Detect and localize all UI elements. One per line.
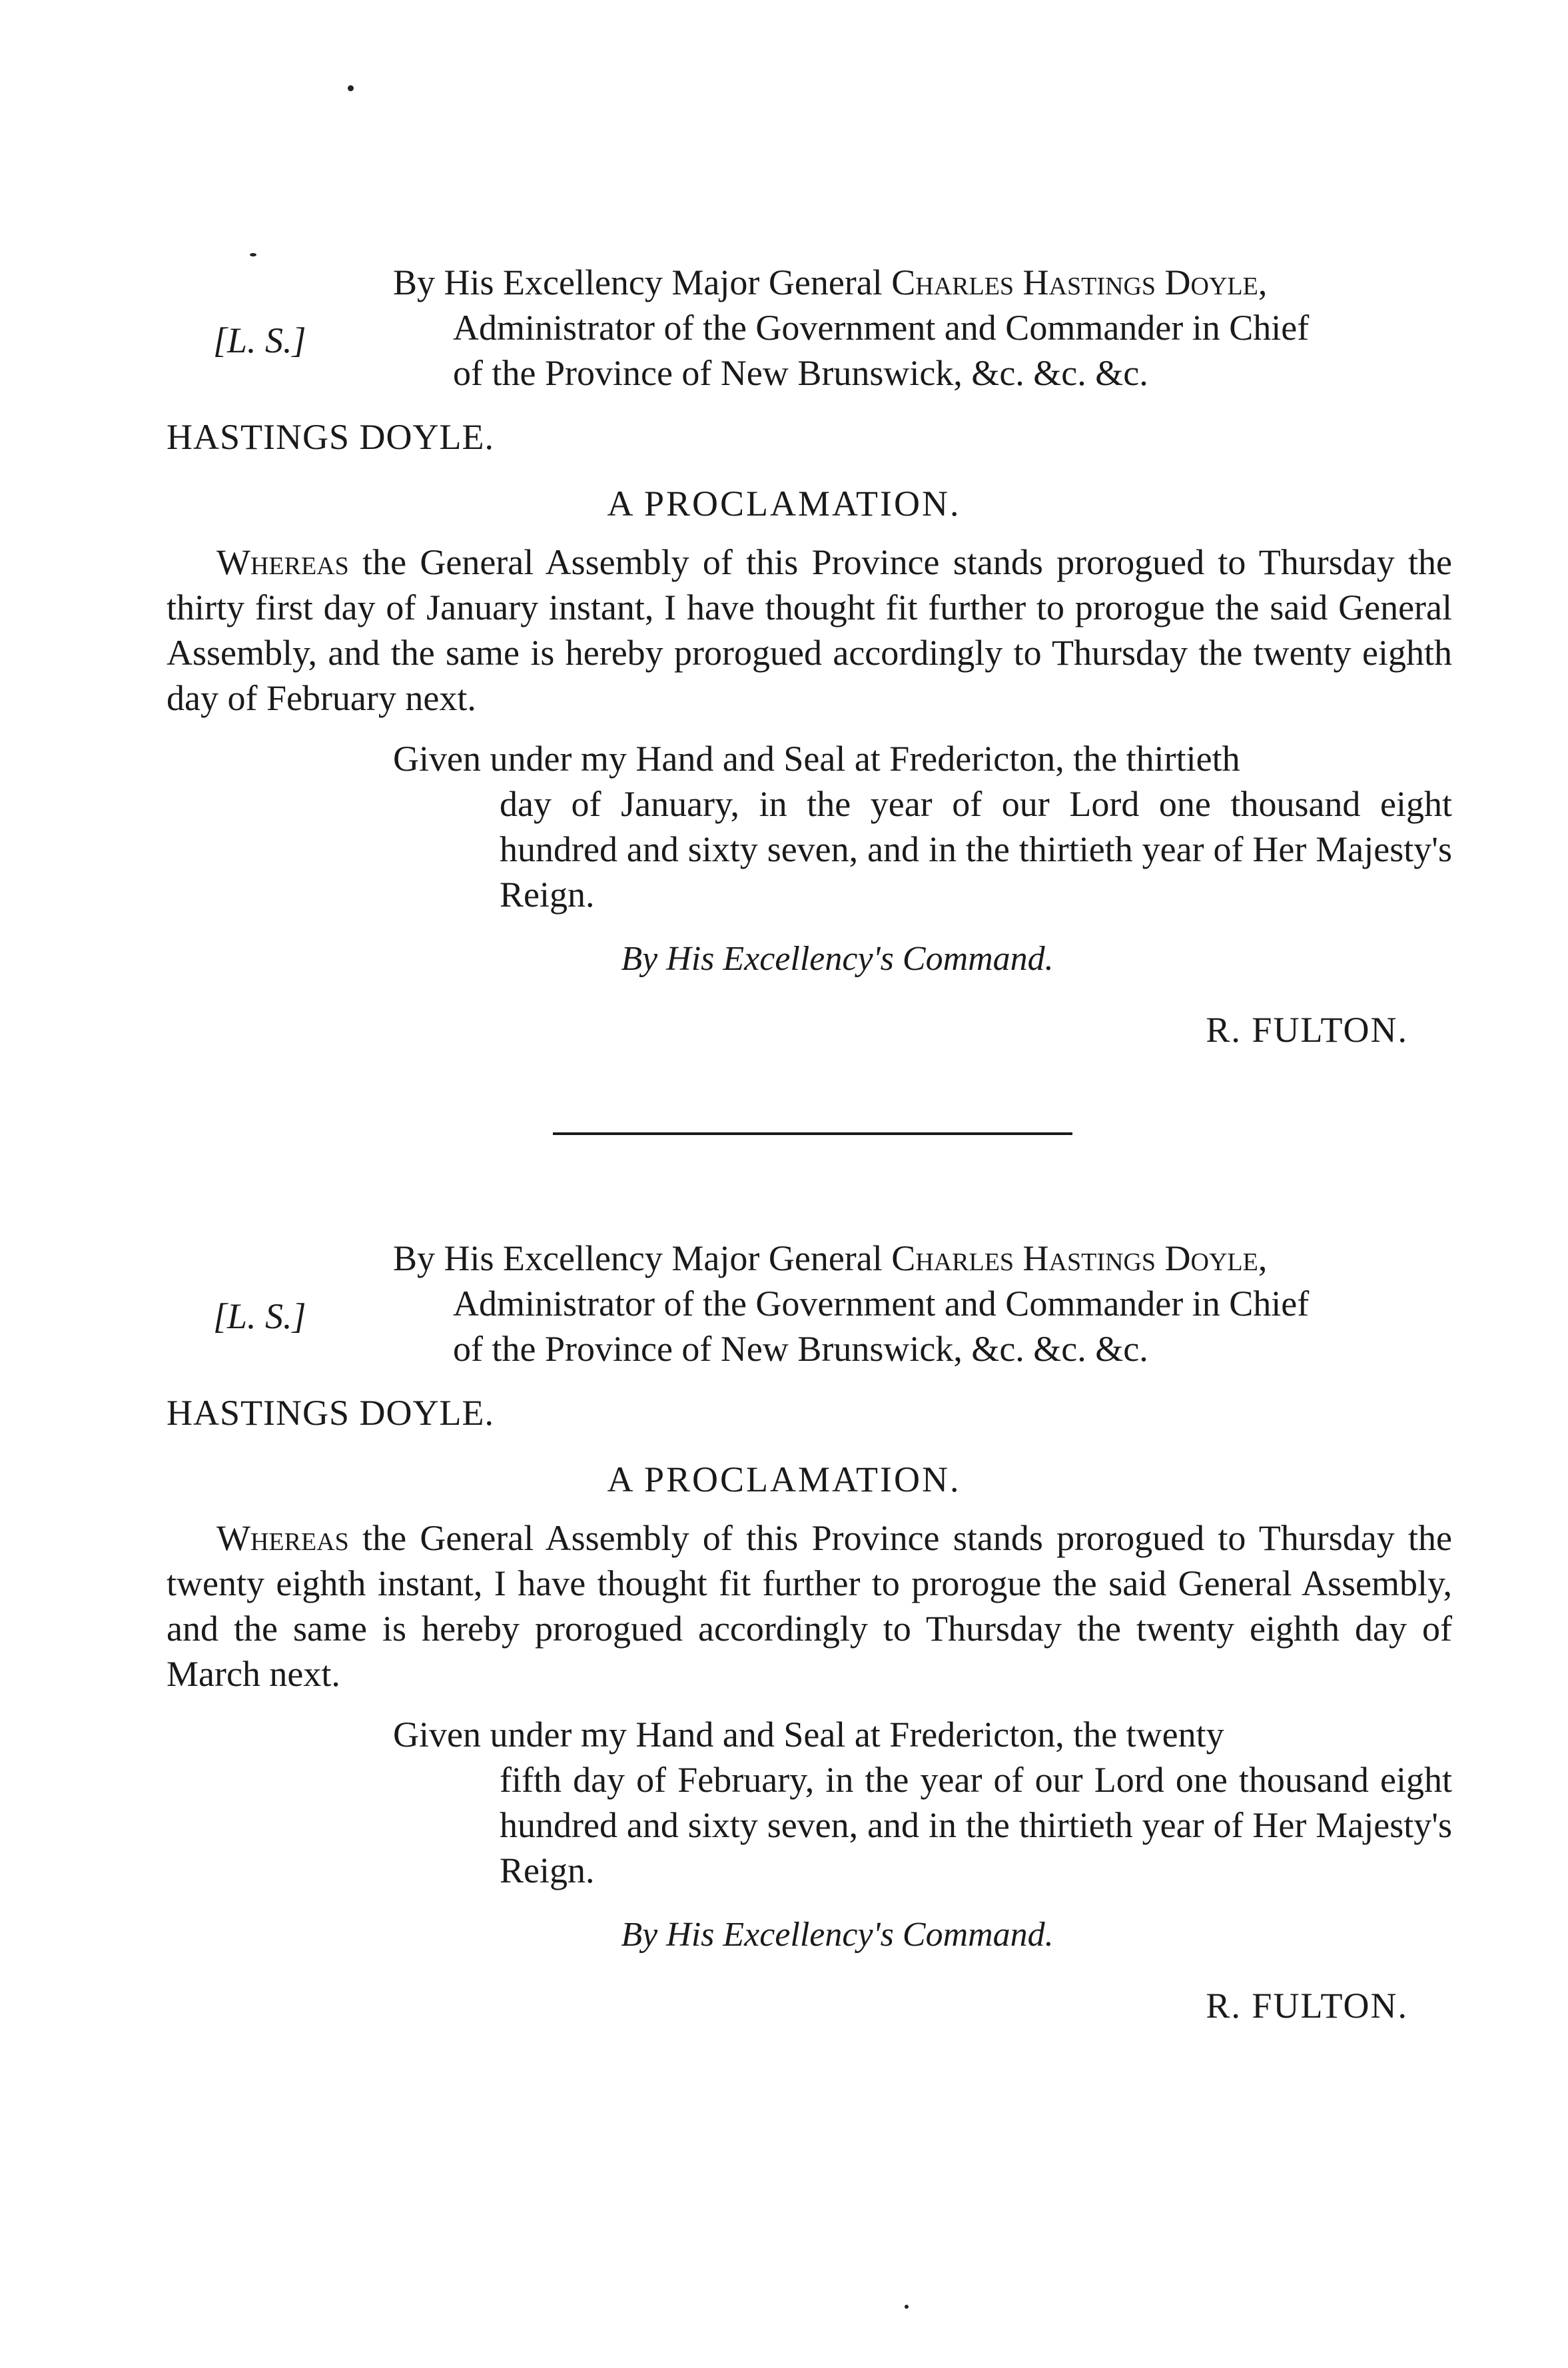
body-text: the General Assembly of this Province stands prorogued to Thursday the twenty eighth instant, I have thought fit further to prorogue the said General Assembly, and the same is hereby prorogued accordingly to Thursday the twenty eighth day of March next.	[167, 1518, 1452, 1694]
given-line-1: Given under my Hand and Seal at Fredericton, the thirtieth	[393, 739, 1240, 779]
whereas-lead: Whereas	[216, 1518, 349, 1558]
proclamation-heading	[393, 260, 1465, 396]
proclamation-title: A PROCLAMATION.	[607, 1459, 961, 1499]
governor-name: Charles Hastings Doyle,	[891, 262, 1268, 302]
section-divider	[553, 1132, 1072, 1135]
given-clause	[393, 1712, 1452, 1893]
whereas-lead: Whereas	[216, 542, 349, 582]
command-line: By His Excellency's Command.	[621, 1916, 1054, 1954]
scan-speck	[250, 253, 256, 256]
heading-line-3: of the Province of New Brunswick, &c. &c. &c.	[453, 1329, 1148, 1369]
heading-line-3: of the Province of New Brunswick, &c. &c. &c.	[453, 353, 1148, 393]
scan-speck	[348, 85, 354, 91]
heading-line-1: By His Excellency Major General	[393, 262, 892, 302]
proclamation-body	[167, 1515, 1452, 1697]
proclamation-body	[167, 540, 1452, 721]
scan-speck	[905, 2305, 909, 2309]
signer-name: HASTINGS DOYLE.	[167, 1393, 494, 1433]
seal-mark: [L. S.]	[213, 1296, 306, 1336]
signer-name: HASTINGS DOYLE.	[167, 417, 494, 457]
given-clause	[393, 736, 1452, 917]
seal-mark: [L. S.]	[213, 320, 306, 360]
command-line: By His Excellency's Command.	[621, 940, 1054, 978]
secretary-name: R. FULTON.	[1206, 1986, 1408, 2026]
given-line-1: Given under my Hand and Seal at Fredericton, the twenty	[393, 1715, 1224, 1755]
given-rest: fifth day of February, in the year of our Lord one thousand eight hundred and sixty seven, and in the thirtieth year of Her Majesty's Reign.	[500, 1760, 1452, 1890]
heading-line-1: By His Excellency Major General	[393, 1238, 892, 1278]
governor-name: Charles Hastings Doyle,	[891, 1238, 1268, 1278]
proclamation-title: A PROCLAMATION.	[607, 484, 961, 524]
heading-line-2: Administrator of the Government and Commander in Chief	[453, 308, 1310, 348]
secretary-name: R. FULTON.	[1206, 1010, 1408, 1050]
body-text: the General Assembly of this Province stands prorogued to Thursday the thirty first day of January instant, I have thought fit further to prorogue the said General Assembly, and the same is hereby prorogued accordingly to Thursday the twenty eighth day of February next.	[167, 542, 1452, 718]
given-rest: day of January, in the year of our Lord one thousand eight hundred and sixty seven, and in the thirtieth year of Her Majesty's Reign.	[500, 784, 1452, 915]
heading-line-2: Administrator of the Government and Commander in Chief	[453, 1284, 1310, 1324]
proclamation-heading	[393, 1236, 1465, 1372]
